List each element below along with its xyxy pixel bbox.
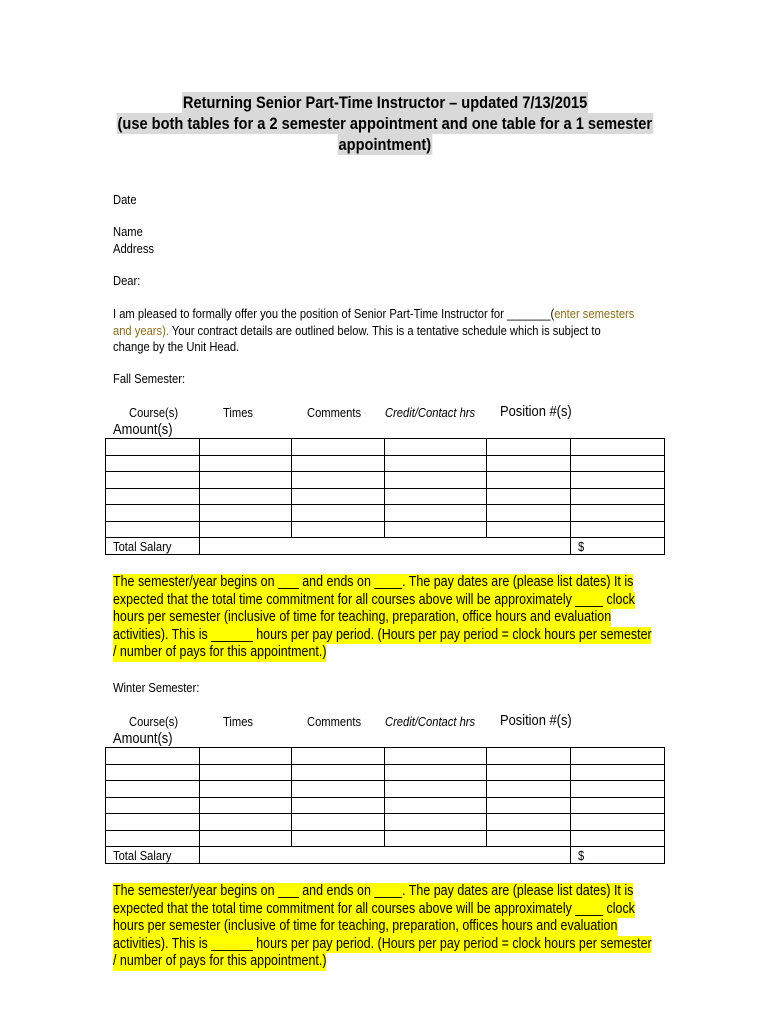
table-cell[interactable]	[106, 455, 200, 472]
fall-col-position: Position #(s)	[500, 403, 572, 420]
table-cell[interactable]	[200, 748, 292, 765]
fall-col-courses: Course(s)	[129, 405, 179, 420]
table-row	[106, 764, 665, 781]
table-row	[106, 797, 665, 814]
table-cell[interactable]	[200, 521, 292, 538]
table-row	[106, 830, 665, 847]
table-cell[interactable]	[106, 472, 200, 489]
title-line-3: appointment)	[338, 135, 432, 154]
name-field: Name	[113, 224, 143, 239]
table-row	[106, 455, 665, 472]
winter-col-courses: Course(s)	[129, 714, 179, 729]
table-cell[interactable]	[385, 781, 487, 798]
table-cell[interactable]	[487, 748, 571, 765]
table-cell[interactable]	[292, 748, 385, 765]
winter-col-position: Position #(s)	[500, 712, 572, 729]
fall-note-line: expected that the total time commitment for all courses above will be approximately ____ clock	[113, 591, 635, 608]
intro-paragraph	[113, 306, 719, 356]
table-cell[interactable]	[106, 814, 200, 831]
total-salary-spacer	[200, 538, 571, 555]
table-cell[interactable]	[200, 781, 292, 798]
table-cell[interactable]	[487, 814, 571, 831]
fall-course-table	[105, 438, 665, 555]
table-cell[interactable]	[385, 472, 487, 489]
table-row	[106, 505, 665, 522]
total-salary-value[interactable]: $	[571, 538, 665, 555]
fall-note-line: The semester/year begins on ___ and ends on ____. The pay dates are (please list dates) It is	[113, 574, 634, 590]
table-cell[interactable]	[200, 505, 292, 522]
placeholder-years: and years).	[113, 322, 169, 338]
winter-notes	[113, 883, 673, 971]
table-cell[interactable]	[106, 764, 200, 781]
fall-semester-label: Fall Semester:	[113, 371, 186, 386]
table-cell[interactable]	[200, 814, 292, 831]
table-cell[interactable]	[487, 439, 571, 456]
table-row	[106, 748, 665, 765]
winter-note-line: activities). This is ______ hours per pay period. (Hours per pay period = clock hours per semester	[113, 935, 652, 952]
table-cell[interactable]	[106, 488, 200, 505]
winter-col-comments: Comments	[307, 714, 362, 729]
table-cell[interactable]	[292, 814, 385, 831]
table-row	[106, 439, 665, 456]
total-salary-row	[106, 538, 665, 555]
placeholder-semesters: enter semesters	[554, 306, 635, 321]
table-cell[interactable]	[487, 521, 571, 538]
fall-note-line: activities). This is ______ hours per pay period. (Hours per pay period = clock hours per semester	[113, 626, 652, 643]
winter-col-credit: Credit/Contact hrs	[385, 714, 476, 729]
intro-text-1: I am pleased to formally offer you the position of Senior Part-Time Instructor for _______(	[113, 306, 555, 321]
table-cell[interactable]	[487, 455, 571, 472]
table-cell[interactable]	[385, 748, 487, 765]
table-cell[interactable]	[385, 764, 487, 781]
winter-col-amount: Amount(s)	[113, 730, 173, 747]
winter-note-line: expected that the total time commitment for all courses above will be approximately ____ clock	[113, 900, 635, 917]
table-cell[interactable]	[106, 748, 200, 765]
table-cell[interactable]	[571, 505, 665, 522]
fall-col-credit: Credit/Contact hrs	[385, 405, 476, 420]
table-cell[interactable]	[292, 830, 385, 847]
table-cell[interactable]	[385, 797, 487, 814]
table-cell[interactable]	[385, 814, 487, 831]
table-row	[106, 472, 665, 489]
table-cell[interactable]	[571, 797, 665, 814]
title-line-1: Returning Senior Part-Time Instructor – updated 7/13/2015	[182, 93, 588, 112]
document-title	[0, 92, 770, 155]
fall-col-comments: Comments	[307, 405, 362, 420]
table-cell[interactable]	[292, 505, 385, 522]
table-cell[interactable]	[571, 488, 665, 505]
table-cell[interactable]	[106, 521, 200, 538]
winter-note-line: / number of pays for this appointment.)	[113, 953, 327, 970]
table-cell[interactable]	[385, 521, 487, 538]
fall-notes	[113, 574, 673, 662]
intro-text-2: Your contract details are outlined below. This is a tentative schedule which is subject to	[168, 322, 601, 338]
winter-course-table	[105, 747, 665, 864]
fall-col-amount: Amount(s)	[113, 421, 173, 438]
total-salary-label: Total Salary	[106, 847, 200, 864]
fall-note-line: hours per semester (inclusive of time for teaching, preparation, office hours and evaluation	[113, 609, 612, 626]
table-cell[interactable]	[487, 472, 571, 489]
intro-text-3: change by the Unit Head.	[113, 339, 240, 354]
table-cell[interactable]	[200, 797, 292, 814]
table-cell[interactable]	[571, 814, 665, 831]
salutation: Dear:	[113, 273, 141, 288]
table-cell[interactable]	[292, 764, 385, 781]
date-field: Date	[113, 192, 137, 207]
table-cell[interactable]	[200, 830, 292, 847]
table-cell[interactable]	[571, 748, 665, 765]
table-cell[interactable]	[571, 764, 665, 781]
table-cell[interactable]	[571, 521, 665, 538]
table-cell[interactable]	[487, 797, 571, 814]
table-cell[interactable]	[571, 455, 665, 472]
winter-semester-label: Winter Semester:	[113, 680, 200, 695]
total-salary-label: Total Salary	[106, 538, 200, 555]
table-cell[interactable]	[292, 521, 385, 538]
table-cell[interactable]	[385, 455, 487, 472]
table-cell[interactable]	[571, 472, 665, 489]
table-row	[106, 521, 665, 538]
table-cell[interactable]	[292, 439, 385, 456]
table-cell[interactable]	[487, 830, 571, 847]
table-cell[interactable]	[292, 797, 385, 814]
table-cell[interactable]	[106, 797, 200, 814]
table-cell[interactable]	[106, 505, 200, 522]
table-cell[interactable]	[200, 764, 292, 781]
winter-note-line: The semester/year begins on ___ and ends on ____. The pay dates are (please list dates) It is	[113, 883, 634, 899]
title-line-2: (use both tables for a 2 semester appointment and one table for a 1 semester	[117, 114, 653, 133]
table-cell[interactable]	[385, 439, 487, 456]
table-cell[interactable]	[571, 781, 665, 798]
table-cell[interactable]	[487, 764, 571, 781]
table-row	[106, 814, 665, 831]
table-row	[106, 781, 665, 798]
table-cell[interactable]	[106, 830, 200, 847]
table-cell[interactable]	[292, 781, 385, 798]
address-field: Address	[113, 241, 155, 256]
winter-col-times: Times	[223, 714, 254, 729]
table-cell[interactable]	[385, 488, 487, 505]
table-cell[interactable]	[487, 488, 571, 505]
table-cell[interactable]	[106, 439, 200, 456]
table-cell[interactable]	[200, 472, 292, 489]
table-cell[interactable]	[385, 830, 487, 847]
table-cell[interactable]	[571, 830, 665, 847]
table-cell[interactable]	[292, 455, 385, 472]
table-cell[interactable]	[200, 439, 292, 456]
table-cell[interactable]	[487, 505, 571, 522]
total-salary-row	[106, 847, 665, 864]
table-cell[interactable]	[106, 781, 200, 798]
table-cell[interactable]	[571, 439, 665, 456]
fall-note-line: / number of pays for this appointment.)	[113, 644, 327, 661]
total-salary-spacer	[200, 847, 571, 864]
table-cell[interactable]	[292, 488, 385, 505]
total-salary-value[interactable]: $	[571, 847, 665, 864]
table-row	[106, 488, 665, 505]
fall-col-times: Times	[223, 405, 254, 420]
winter-note-line: hours per semester (inclusive of time for teaching, preparation, offices hours and evaluation	[113, 918, 618, 935]
table-cell[interactable]	[385, 505, 487, 522]
table-cell[interactable]	[487, 781, 571, 798]
table-cell[interactable]	[200, 455, 292, 472]
table-cell[interactable]	[200, 488, 292, 505]
table-cell[interactable]	[292, 472, 385, 489]
